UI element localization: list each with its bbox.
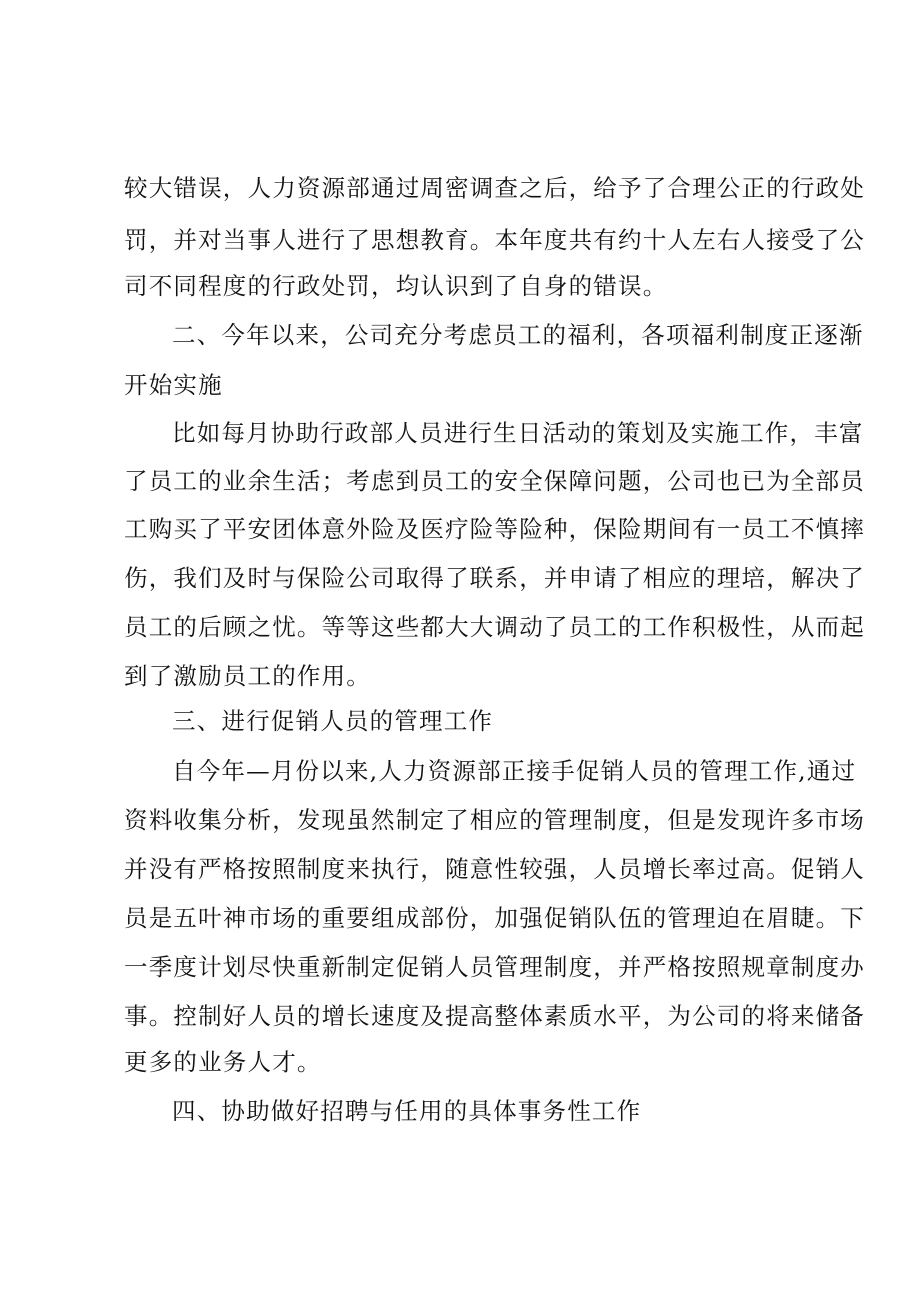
paragraph-line: 资料收集分析，发现虽然制定了相应的管理制度，但是发现许多市场 bbox=[124, 806, 865, 834]
paragraph-line: 更多的业务人才。 bbox=[124, 1048, 322, 1076]
section-heading: 二、今年以来，公司充分考虑员工的福利，各项福利制度正逐渐 bbox=[172, 321, 864, 349]
paragraph-line: 较大错误，人力资源部通过周密调查之后，给予了合理公正的行政处 bbox=[124, 174, 865, 202]
paragraph-line: 并没有严格按照制度来执行，随意性较强，人员增长率过高。促销人 bbox=[124, 855, 865, 883]
paragraph-line: 员工的后顾之忧。等等这些都大大调动了员工的工作积极性，从而起 bbox=[124, 613, 865, 641]
paragraph-line: 事。控制好人员的增长速度及提高整体素质水平，为公司的将来储备 bbox=[124, 1002, 865, 1030]
section-heading-continued: 开始实施 bbox=[124, 371, 223, 399]
paragraph-line: 比如每月协助行政部人员进行生日活动的策划及实施工作，丰富 bbox=[172, 419, 864, 447]
paragraph-line: 自今年—月份以来,人力资源部正接手促销人员的管理工作,通过 bbox=[172, 757, 857, 785]
paragraph-line: 司不同程度的行政处罚，均认识到了自身的错误。 bbox=[124, 272, 668, 300]
paragraph-line: 罚，并对当事人进行了思想教育。本年度共有约十人左右人接受了公 bbox=[124, 226, 865, 254]
section-heading: 四、协助做好招聘与任用的具体事务性工作 bbox=[172, 1097, 642, 1125]
section-heading: 三、进行促销人员的管理工作 bbox=[172, 707, 494, 735]
paragraph-line: 伤，我们及时与保险公司取得了联系，并申请了相应的理培，解决了 bbox=[124, 564, 865, 592]
paragraph-line: 到了激励员工的作用。 bbox=[124, 662, 371, 690]
paragraph-line: 了员工的业余生活；考虑到员工的安全保障问题，公司也已为全部员 bbox=[124, 467, 865, 495]
paragraph-line: 一季度计划尽快重新制定促销人员管理制度，并严格按照规章制度办 bbox=[124, 953, 865, 981]
paragraph-line: 工购买了平安团体意外险及医疗险等险种，保险期间有一员工不慎摔 bbox=[124, 515, 865, 543]
paragraph-line: 员是五叶神市场的重要组成部份，加强促销队伍的管理迫在眉睫。下 bbox=[124, 904, 865, 932]
